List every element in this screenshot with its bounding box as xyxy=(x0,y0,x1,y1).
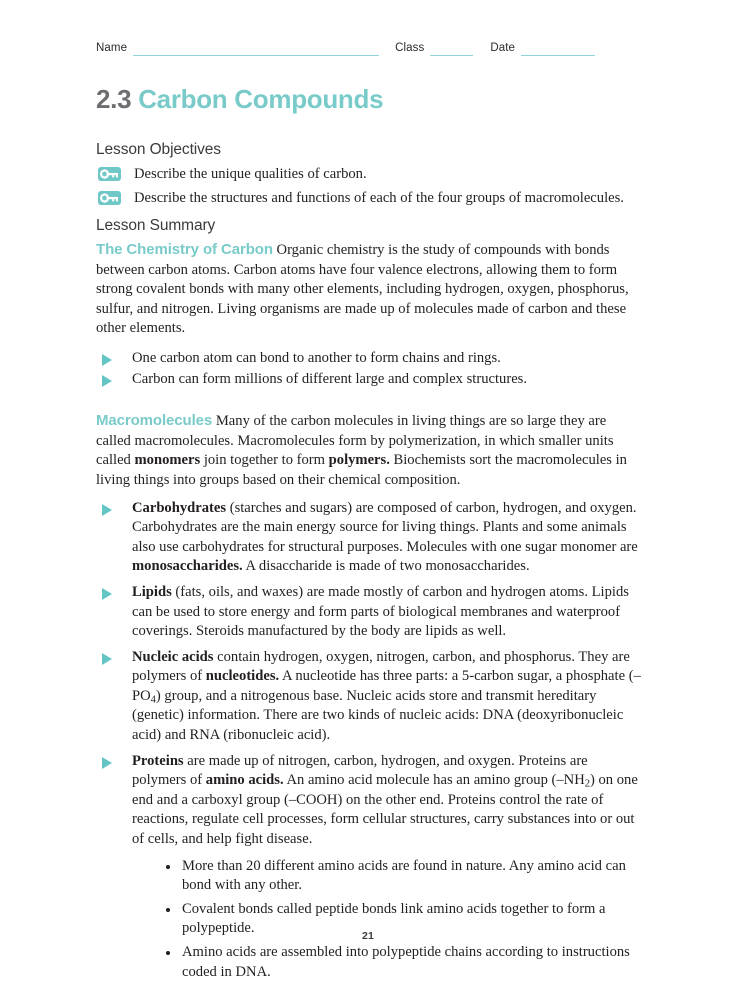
chemistry-of-carbon-body: Organic chemistry is the study of compounds with bonds between carbon atoms. Carbon atoms have four valence electrons, allowing them to form strong covalent bonds with many other elements, including hydrogen, oxygen, phosphorus, sulfur, and nitrogen. Living organisms are made up of molecules made of carbon and these other elements. xyxy=(96,242,629,337)
triangle-bullet-icon xyxy=(102,354,112,366)
list-item xyxy=(96,349,641,369)
group-text-2: An amino acid molecule has an amino group $(-NH_2)$ on one end and a carboxyl group (–COOH) on the other end. Proteins control the rate of reactions, regulate cell processes, form cellular structures, carry substances into or out of cells, and help fight disease. xyxy=(132,772,638,848)
macromolecules-paragraph xyxy=(96,411,641,490)
triangle-bullet-icon xyxy=(102,757,112,769)
macromolecules-bold-polymers: polymers. xyxy=(328,452,390,469)
group-lead-nucleic-acids: Nucleic acids xyxy=(132,648,214,665)
group-text-1: (starches and sugars) are composed of carbon, hydrogen, and oxygen. Carbohydrates are the main energy source for living things. Plants and some animals also use carbohydrates for structural purposes. Molecules with one sugar monomer are xyxy=(132,499,638,555)
group-bold-mid: nucleotides. xyxy=(205,668,280,685)
group-text-2: A disaccharide is made of two monosaccharides. xyxy=(242,558,530,575)
subitem-text: Amino acids are assembled into polypeptide chains according to instructions coded in DNA. xyxy=(182,944,630,980)
page-number: 21 xyxy=(361,930,375,942)
objective-text: Describe the unique qualities of carbon. xyxy=(134,166,367,182)
group-lead-carbohydrates: Carbohydrates xyxy=(132,499,227,516)
triangle-bullet-icon xyxy=(102,375,112,387)
lesson-title: Carbon Compounds xyxy=(138,84,384,114)
group-text-2: A nucleotide has three parts: a 5-carbon sugar, a phosphate $(-PO_4)$ group, and a nitrogenous base. Nucleic acids store and transmit hereditary (genetic) information. There are two kinds of nucleic acids: DNA (deoxyribonucleic acid) and RNA (ribonucleic acid). xyxy=(132,668,641,744)
class-label: Class xyxy=(395,42,425,54)
list-item xyxy=(132,943,641,982)
triangle-bullet-icon xyxy=(102,653,112,665)
chemistry-of-carbon-paragraph xyxy=(96,240,641,339)
round-bullet-icon xyxy=(166,908,170,912)
group-bold-mid: amino acids. xyxy=(205,772,284,789)
date-label: Date xyxy=(490,42,516,54)
subitem-text: Covalent bonds called peptide bonds link amino acids together to form a polypeptide. xyxy=(182,900,606,937)
macromolecules-body-2: join together to form xyxy=(200,452,329,469)
list-item xyxy=(96,164,641,184)
macromolecule-groups-list xyxy=(96,499,641,983)
student-info-bar xyxy=(96,36,641,56)
group-bold-mid: monosaccharides. xyxy=(132,558,243,575)
triangle-bullet-icon xyxy=(102,588,112,600)
macromolecules-body-1: Many of the carbon molecules in living things are so large they are called macromolecules. Macromolecules form by polymerization, in which smaller units called xyxy=(96,413,614,469)
macromolecules-term: Macromolecules xyxy=(96,412,213,430)
key-icon xyxy=(98,191,121,205)
bullet-text: Carbon can form millions of different large and complex structures. xyxy=(132,370,528,387)
list-item xyxy=(96,499,641,577)
page-title xyxy=(96,84,383,114)
list-item xyxy=(96,370,641,390)
chemistry-bullet-list xyxy=(96,349,641,389)
group-text-1: contain hydrogen, oxygen, nitrogen, carbon, and phosphorus. They are polymers of xyxy=(132,648,630,685)
name-label: Name xyxy=(96,42,128,54)
group-text-1: (fats, oils, and waxes) are made mostly of carbon and hydrogen atoms. Lipids can be used to store energy and form parts of biological membranes and waterproof coverings. Steroids manufactured by the body are lipids as well. xyxy=(132,583,629,640)
objective-text: Describe the structures and functions of each of the four groups of macromolecules. xyxy=(134,190,624,206)
chemistry-of-carbon-term: The Chemistry of Carbon xyxy=(96,241,273,258)
list-item xyxy=(96,583,641,642)
name-write-line[interactable] xyxy=(133,42,379,56)
macromolecules-bold-monomers: monomers xyxy=(134,452,201,469)
list-item xyxy=(96,648,641,746)
date-write-line[interactable] xyxy=(521,42,595,56)
macromolecules-body-3: Biochemists sort the macromolecules in living things into groups based on their chemical composition. xyxy=(96,452,627,488)
round-bullet-icon xyxy=(166,951,170,955)
protein-subitems-list xyxy=(132,857,641,983)
group-lead-lipids: Lipids xyxy=(132,583,172,600)
group-text-1: are made up of nitrogen, carbon, hydrogen, and oxygen. Proteins are polymers of xyxy=(132,752,588,789)
list-item xyxy=(96,752,641,983)
round-bullet-icon xyxy=(166,865,170,869)
subitem-text: More than 20 different amino acids are found in nature. Any amino acid can bond with any other. xyxy=(182,857,626,894)
group-lead-proteins: Proteins xyxy=(132,752,184,769)
bullet-text: One carbon atom can bond to another to form chains and rings. xyxy=(132,349,501,366)
lesson-objectives-heading: Lesson Objectives xyxy=(96,141,221,158)
lesson-objectives-list xyxy=(96,164,641,208)
list-item xyxy=(132,857,641,896)
lesson-summary-heading: Lesson Summary xyxy=(96,217,216,234)
list-item xyxy=(96,188,641,208)
triangle-bullet-icon xyxy=(102,504,112,516)
key-icon xyxy=(98,167,121,181)
class-write-line[interactable] xyxy=(430,42,473,56)
lesson-content xyxy=(96,140,641,988)
lesson-number: 2.3 xyxy=(96,84,132,114)
